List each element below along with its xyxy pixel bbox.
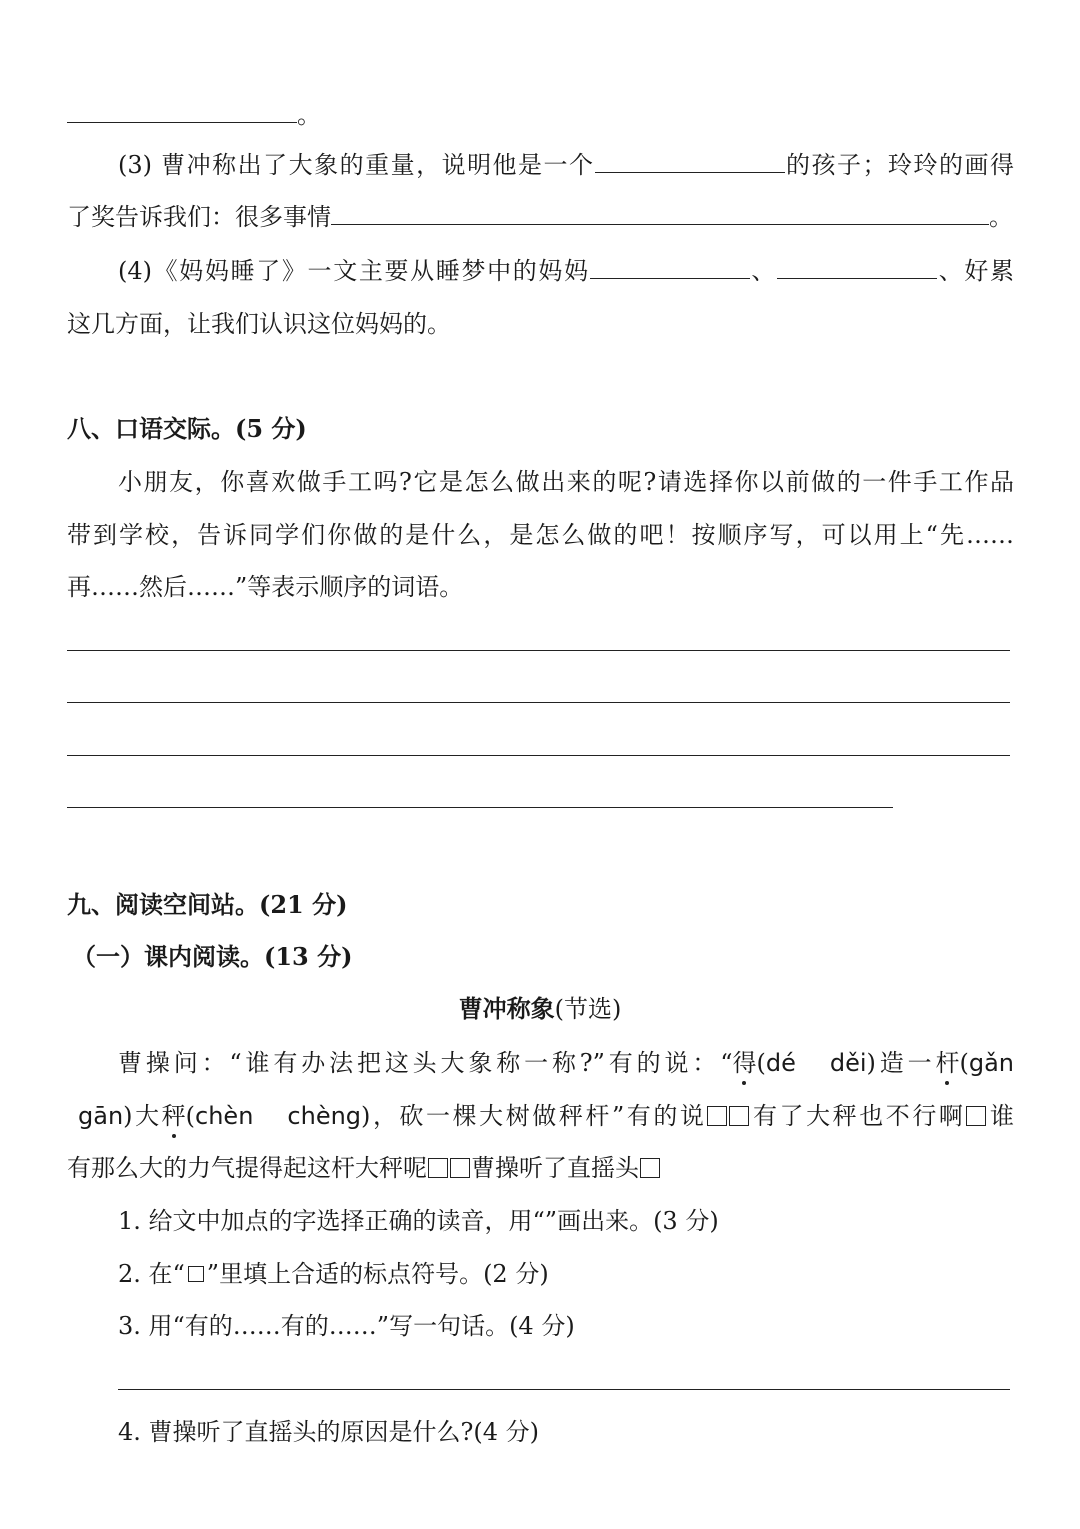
question-2-text2: ”里填上合适的标点符号。(2 分) (206, 1260, 549, 1288)
paren: ( (185, 1102, 196, 1130)
pinyin-option[interactable]: děi (829, 1049, 867, 1077)
writing-line[interactable] (67, 650, 1010, 651)
paren: ( (756, 1049, 766, 1077)
answer-blank[interactable] (67, 100, 297, 123)
punctuation-box[interactable] (707, 1106, 727, 1126)
passage-text: )，砍一棵大树做秤杆”有的说 (361, 1102, 707, 1130)
passage-title-text: 曹冲称象 (458, 994, 555, 1023)
q7-item3-text: (3) 曹冲称出了大象的重量，说明他是一个 (118, 151, 595, 179)
section8-paragraph-line1: 小朋友，你喜欢做手工吗?它是怎么做出来的呢?请选择你以前做的一件手工作品 (118, 468, 1014, 496)
answer-blank[interactable] (777, 256, 937, 279)
box-symbol (188, 1266, 204, 1282)
passage-text: 有了大秤也不行啊 (750, 1102, 966, 1130)
q7-item3-text3: 了奖告诉我们：很多事情 (67, 203, 331, 231)
question-4: 4. 曹操听了直摇头的原因是什么?(4 分) (118, 1418, 540, 1446)
passage-text: 有那么大的力气提得起这杆大秤呢 (67, 1154, 427, 1182)
question-2 (118, 1259, 1014, 1289)
answer-blank[interactable] (595, 150, 785, 173)
q7-item4-line1 (118, 256, 1014, 286)
prev-answer-line (67, 100, 1014, 130)
question-1: 1. 给文中加点的字选择正确的读音，用“”画出来。(3 分) (118, 1207, 719, 1235)
writing-line[interactable] (67, 755, 1010, 756)
passage-text: 谁 (987, 1102, 1014, 1130)
paren: ( (959, 1049, 969, 1077)
answer-blank[interactable] (331, 202, 989, 225)
separator: 、 (749, 257, 778, 285)
question-2-text: 2. 在“ (118, 1260, 185, 1288)
pinyin-option[interactable]: chèng (287, 1102, 362, 1130)
pinyin-option[interactable]: gǎn (968, 1049, 1014, 1077)
passage-text: 曹操听了直摇头 (471, 1154, 639, 1182)
passage-line1 (118, 1048, 1014, 1078)
section8-paragraph-line3: 再……然后……”等表示顺序的词语。 (67, 573, 464, 601)
punctuation-box[interactable] (450, 1158, 470, 1178)
writing-line[interactable] (67, 807, 893, 808)
q7-item3-line2 (67, 202, 1014, 232)
pinyin-option[interactable]: gān (78, 1102, 124, 1130)
passage-text: )大 (123, 1102, 162, 1130)
q7-item4-text3: 这几方面，让我们认识这位妈妈的。 (67, 310, 451, 338)
section9-heading: 九、阅读空间站。(21 分) (67, 890, 348, 919)
writing-line[interactable] (67, 702, 1010, 703)
punctuation-box[interactable] (966, 1106, 986, 1126)
pinyin-option[interactable]: chèn (195, 1102, 254, 1130)
dotted-char: 杆 (935, 1049, 960, 1077)
passage-title (0, 994, 1080, 1024)
q7-item4-text2: 、好累 (937, 257, 1015, 285)
answer-blank[interactable] (590, 256, 750, 279)
passage-line3 (67, 1153, 1014, 1183)
passage-line2 (78, 1101, 1014, 1131)
q7-item4-text: (4)《妈妈睡了》一文主要从睡梦中的妈妈 (118, 257, 590, 285)
answer-line[interactable] (118, 1389, 1010, 1390)
punctuation-box[interactable] (729, 1106, 749, 1126)
section8-paragraph-line2: 带到学校，告诉同学们你做的是什么，是怎么做的吧！按顺序写，可以用上“先…… (67, 521, 1014, 549)
pinyin-option[interactable]: dé (765, 1049, 796, 1077)
q7-item3-line1 (118, 150, 1014, 180)
section9-subheading: （一）课内阅读。(13 分) (72, 942, 353, 971)
dotted-char: 秤 (161, 1102, 186, 1130)
question-3: 3. 用“有的……有的……”写一句话。(4 分) (118, 1312, 575, 1340)
section8-heading: 八、口语交际。(5 分) (67, 414, 307, 443)
passage-title-note: (节选) (554, 995, 622, 1023)
period: 。 (297, 101, 321, 129)
punctuation-box[interactable] (428, 1158, 448, 1178)
dotted-char: 得 (732, 1049, 757, 1077)
period: 。 (989, 203, 1013, 231)
q7-item4-line2 (67, 309, 1014, 339)
q7-item3-text2: 的孩子；玲玲的画得 (784, 151, 1015, 179)
punctuation-box[interactable] (640, 1158, 660, 1178)
passage-text: )造一 (866, 1049, 936, 1077)
passage-text: 曹操问：“谁有办法把这头大象称一称?”有的说：“ (118, 1049, 733, 1077)
